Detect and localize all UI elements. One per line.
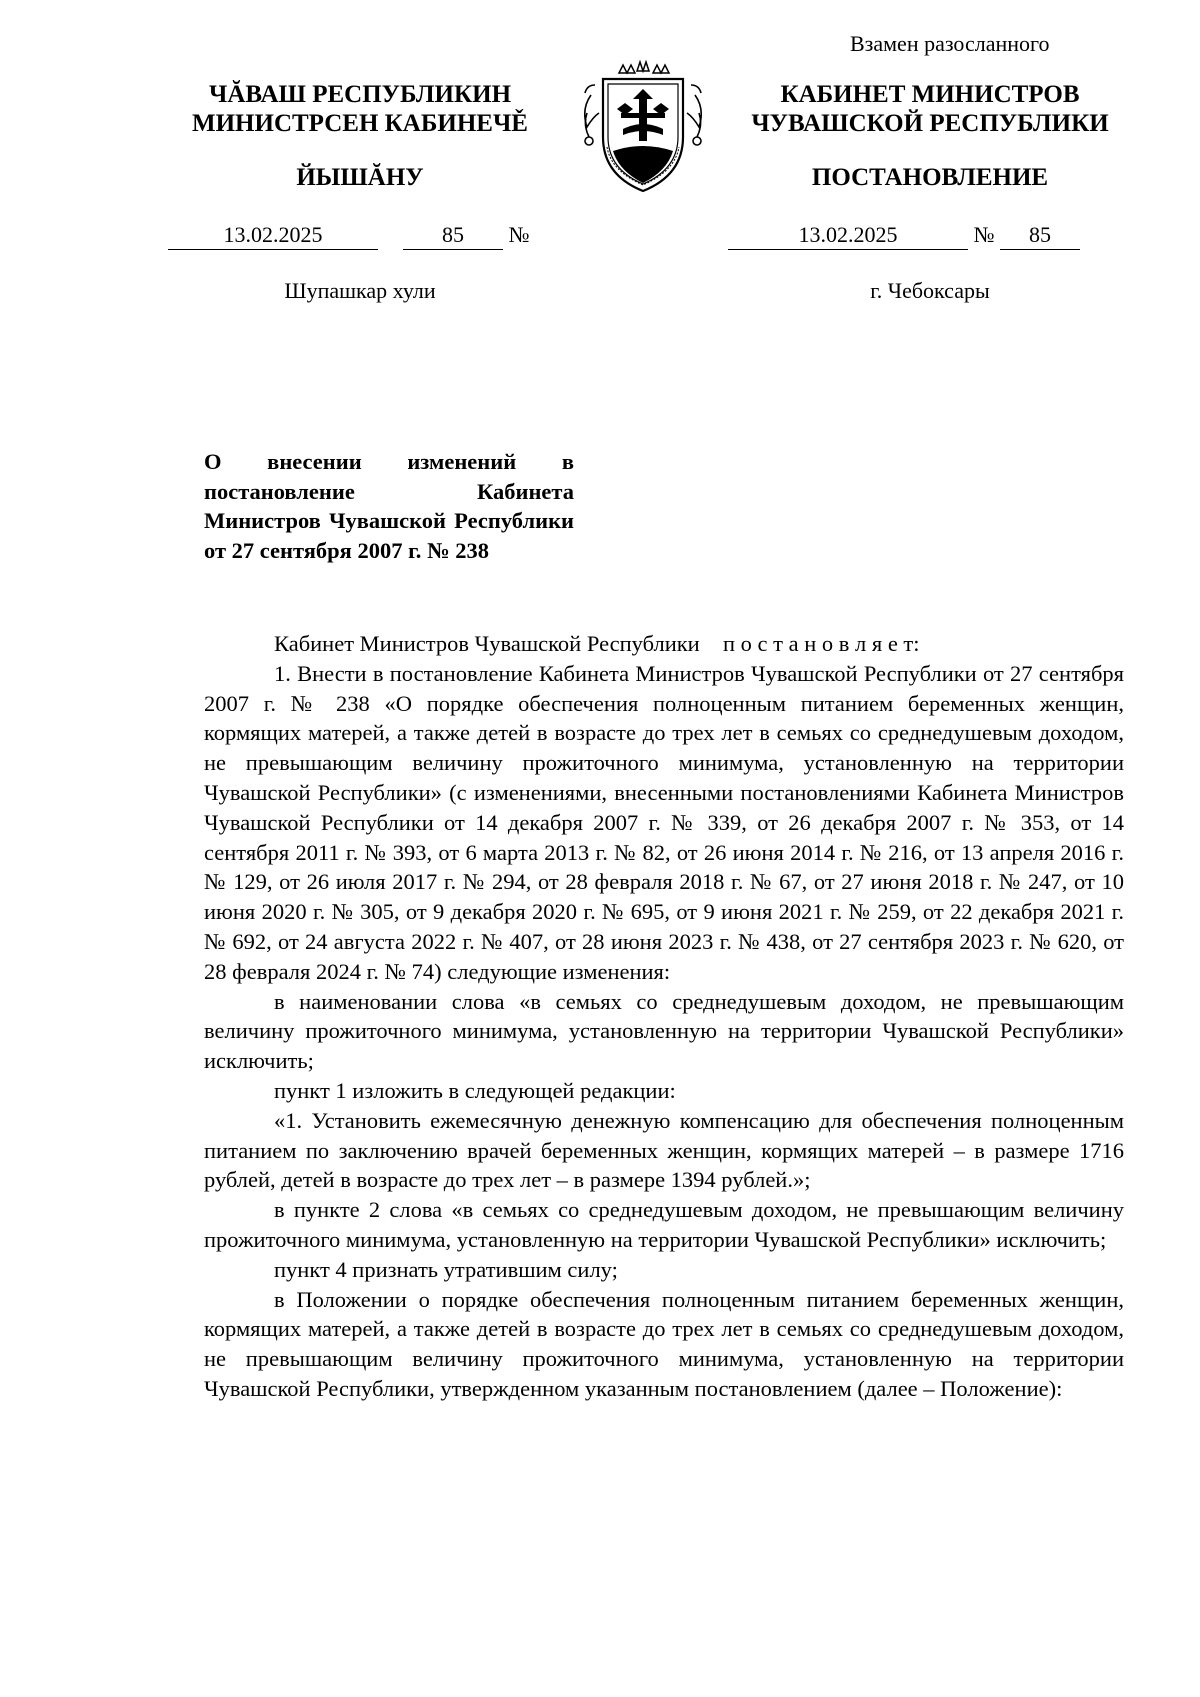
right-date: 13.02.2025: [728, 221, 968, 250]
body-paragraph: в пункте 2 слова «в семьях со среднедушевым доходом, не превышающим величину прожиточного минимума, установленную на территории Чувашской Республики» исключить;: [204, 1197, 1124, 1252]
right-number-sign: №: [973, 222, 995, 247]
document-subject: О внесении изменений в постановление Кабинета Министров Чувашской Республики от 27 сентября 2007 г. № 238: [204, 449, 574, 563]
right-date-number-row: [728, 221, 1080, 250]
left-org-name: [170, 80, 550, 138]
intro-paragraph: [204, 629, 1124, 659]
coat-of-arms-icon: [573, 55, 713, 203]
intro-verb: п о с т а н о в л я е т:: [722, 631, 920, 656]
left-date: 13.02.2025: [168, 221, 378, 250]
left-org-line2: МИНИСТРСЕН КАБИНЕЧĚ: [192, 110, 528, 137]
right-org-name: [730, 80, 1130, 138]
left-org-line1: ЧĂВАШ РЕСПУБЛИКИН: [208, 81, 512, 108]
document-body: [204, 629, 1124, 1404]
left-number-sign: №: [508, 222, 530, 247]
body-paragraph: в наименовании слова «в семьях со среднедушевым доходом, не превышающим величину прожиточного минимума, установленную на территории Чувашской Республики» исключить;: [204, 988, 1124, 1074]
body-paragraph: 1. Внести в постановление Кабинета Министров Чувашской Республики от 27 сентября 2007 г. № 238 «О порядке обеспечения полноценным питанием беременных женщин, кормящих матерей, а также детей в возрасте до трех лет в семьях со среднедушевым доходом, не превышающим величину прожиточного минимума, установленную на территории Чувашской Республики» (с изменениями, внесенными постановлениями Кабинета Министров Чувашской Республики от 14 декабря 2007 г. № 339, от 26 декабря 2007 г. № 353, от 14 сентября 2011 г. № 393, от 6 марта 2013 г. № 82, от 26 июня 2014 г. № 216, от 13 апреля 2016 г. № 129, от 26 июля 2017 г. № 294, от 28 февраля 2018 г. № 67, от 27 июня 2018 г. № 247, от 10 июня 2020 г. № 305, от 9 декабря 2020 г. № 695, от 9 июня 2021 г. № 259, от 22 декабря 2021 г. № 692, от 24 августа 2022 г. № 407, от 28 июня 2023 г. № 438, от 27 сентября 2023 г. № 620, от 28 февраля 2024 г. № 74) следующие изменения:: [204, 660, 1124, 984]
right-place: г. Чебоксары: [870, 278, 990, 303]
right-org-line2: ЧУВАШСКОЙ РЕСПУБЛИКИ: [751, 110, 1109, 137]
body-paragraph: «1. Установить ежемесячную денежную компенсацию для обеспечения полноценным питанием по заключению врачей беременных женщин, кормящих матерей – в размере 1716 рублей, детей в возрасте до трех лет – в размере 1394 рублей.»;: [204, 1107, 1124, 1193]
body-paragraph: в Положении о порядке обеспечения полноценным питанием беременных женщин, кормящих матерей, а также детей в возрасте до трех лет в семьях со среднедушевым доходом, не превышающим величину прожиточного минимума, установленную на территории Чувашской Республики, утвержденном указанным постановлением (далее – Положение):: [204, 1286, 1124, 1401]
left-doc-type: ЙЫШĂНУ: [296, 164, 424, 191]
left-date-number-row: [168, 221, 530, 250]
top-note: Взамен разосланного: [850, 31, 1050, 56]
body-paragraph: пункт 1 изложить в следующей редакции:: [274, 1077, 676, 1103]
left-place: Шупашкар хули: [284, 278, 436, 303]
left-number: 85: [403, 221, 503, 250]
body-paragraph: пункт 4 признать утратившим силу;: [274, 1256, 618, 1282]
right-number: 85: [1000, 221, 1080, 250]
intro-prefix: Кабинет Министров Чувашской Республики: [274, 631, 700, 656]
right-org-line1: КАБИНЕТ МИНИСТРОВ: [780, 81, 1080, 108]
right-doc-type: ПОСТАНОВЛЕНИЕ: [811, 164, 1049, 191]
